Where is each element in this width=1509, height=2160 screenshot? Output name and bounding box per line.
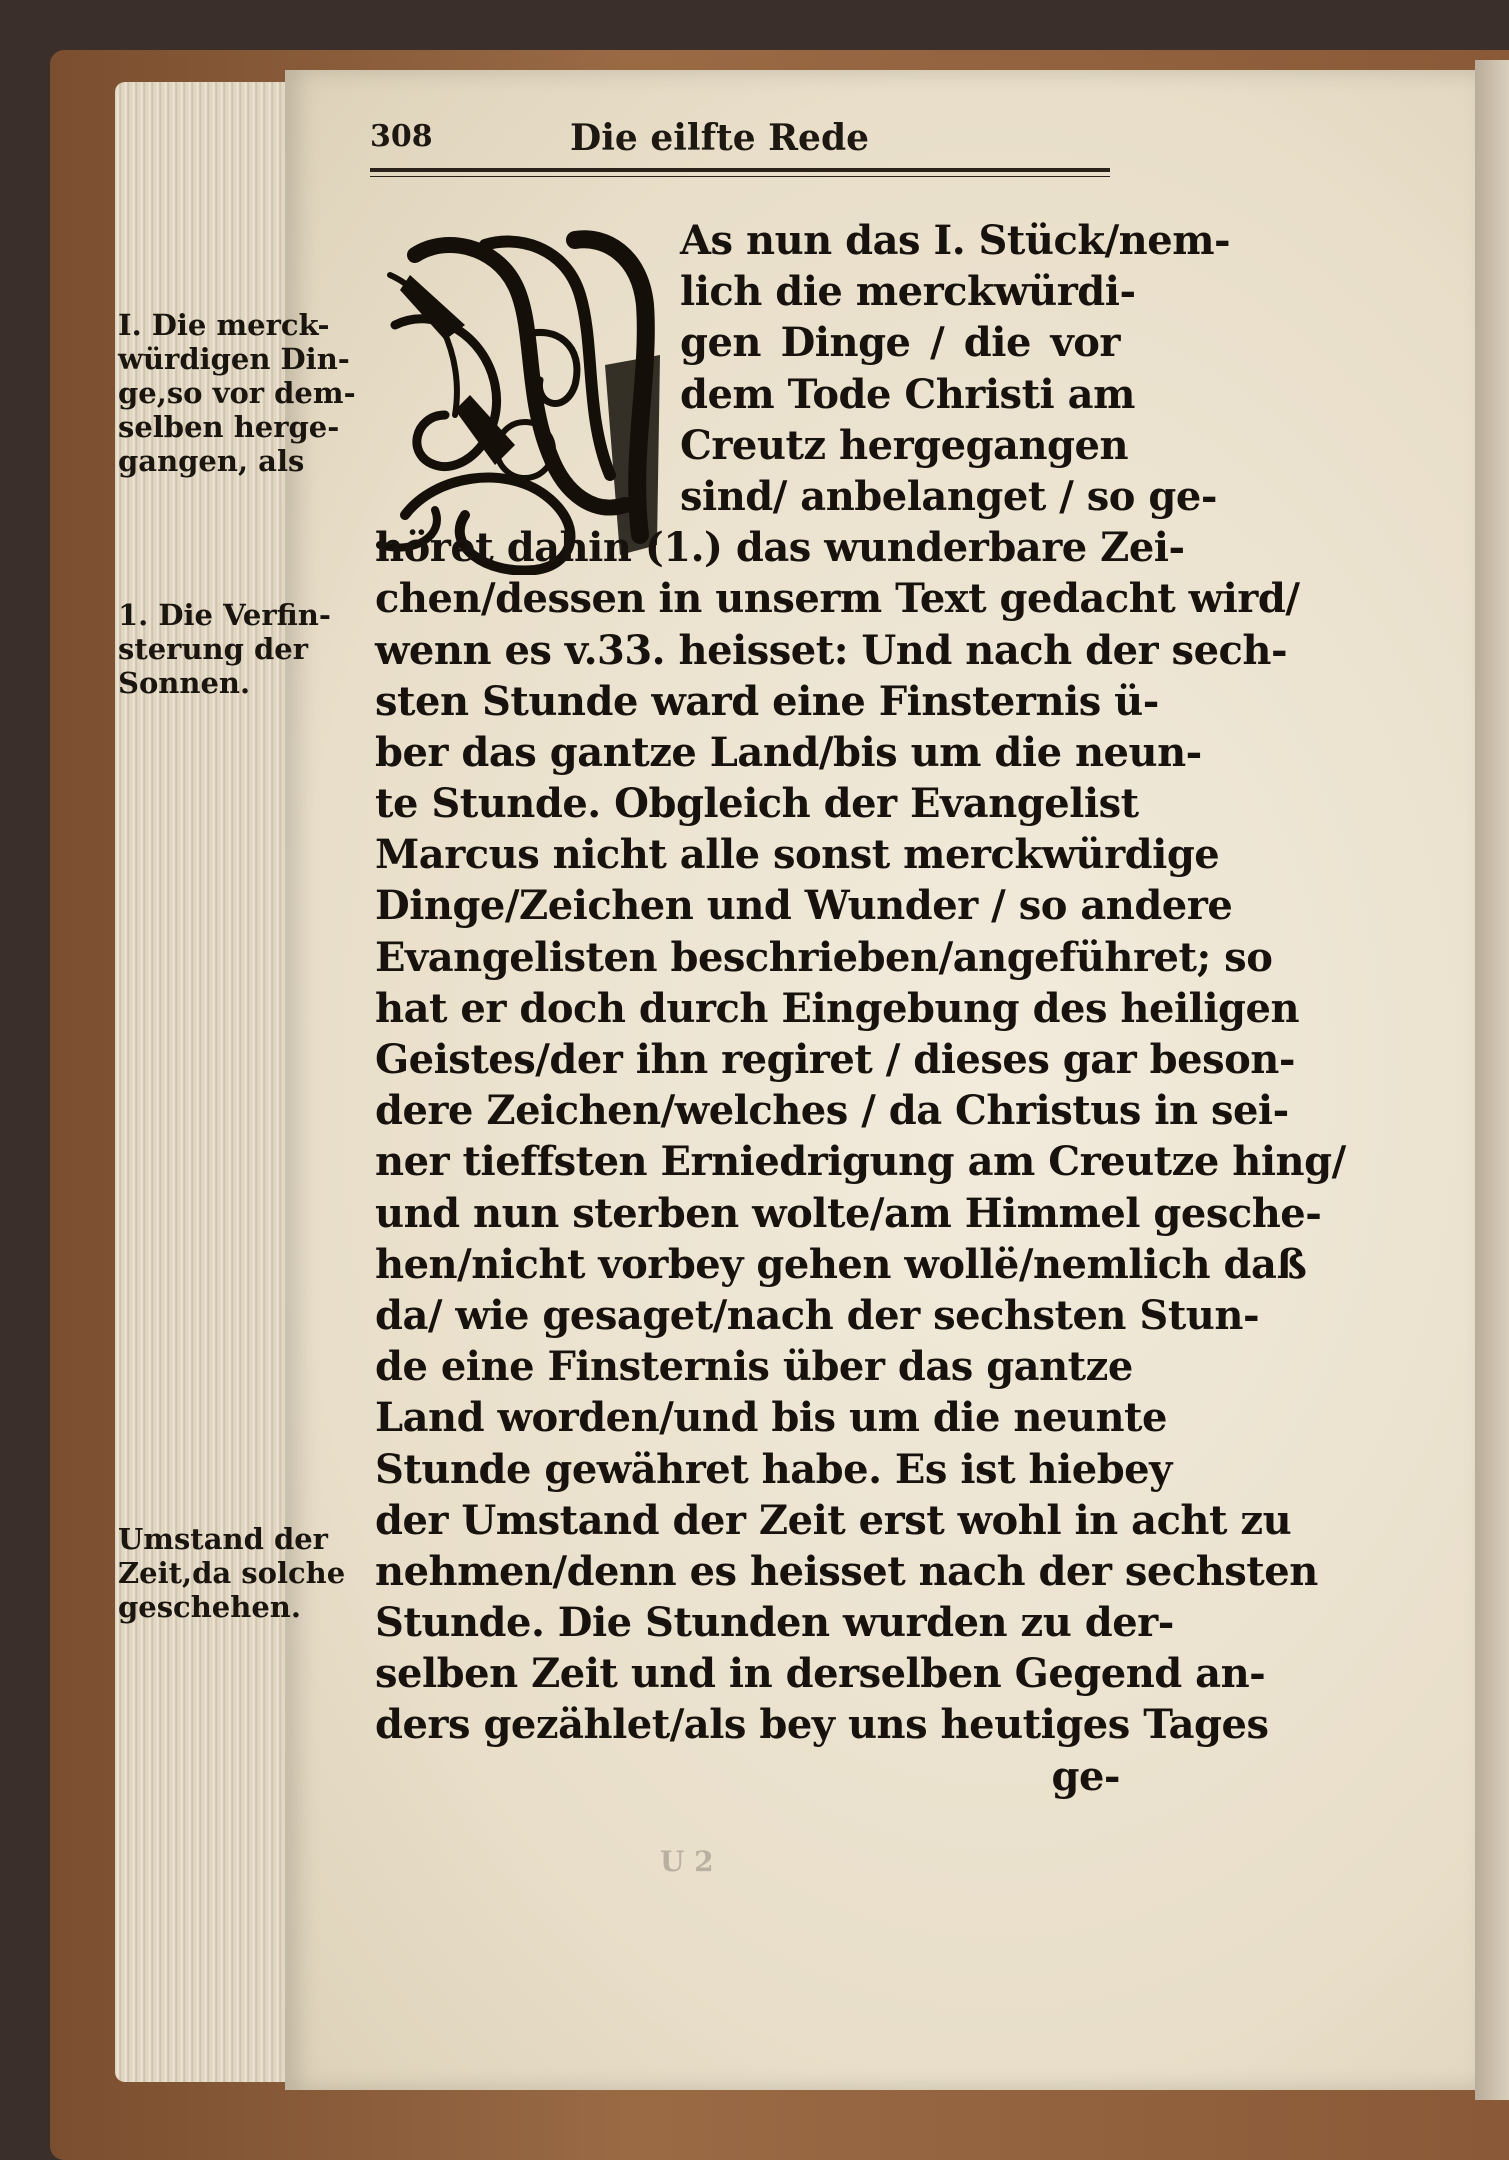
- text-line: Creutz hergegangen: [680, 421, 1129, 469]
- text-line: höret dahin (1.) das wunderbare Zei-: [375, 524, 1185, 572]
- text-line: Stunde. Die Stunden wurden zu der-: [375, 1599, 1174, 1647]
- text-line: de eine Finsternis über das gantze: [375, 1343, 1133, 1391]
- text-line: chen/dessen in unserm Text gedacht wird/: [375, 575, 1300, 623]
- text-line: nehmen/denn es heisset nach der sechsten: [375, 1547, 1318, 1595]
- header-rule-thin: [370, 176, 1110, 177]
- text-line: ders gezählet/als bey uns heutiges Tages: [375, 1701, 1269, 1749]
- text-line: Stunde gewähret habe. Es ist hiebey: [375, 1445, 1172, 1493]
- text-line: wenn es v.33. heisset: Und nach der sech-: [375, 626, 1288, 674]
- text-line: und nun sterben wolte/am Himmel gesche-: [375, 1189, 1322, 1237]
- running-title: Die eilfte Rede: [570, 117, 870, 159]
- header-rule: [370, 168, 1110, 172]
- text-line: Marcus nicht alle sonst merckwürdige: [375, 831, 1220, 879]
- text-line: sind/ anbelanget / so ge-: [680, 472, 1217, 520]
- text-line: dem Tode Christi am: [680, 370, 1135, 418]
- facing-page-edge: [1475, 60, 1509, 2100]
- margin-note-line: würdigen Din-: [118, 342, 350, 376]
- text-line: dere Zeichen/welches / da Christus in sei-: [375, 1087, 1289, 1135]
- margin-note-line: selben herge-: [118, 410, 340, 444]
- margin-note-line: Sonnen.: [118, 666, 251, 700]
- margin-note-3: [118, 1522, 358, 1624]
- margin-note-line: ge,so vor dem-: [118, 376, 356, 410]
- text-line: As nun das I. Stück/nem-: [680, 217, 1231, 264]
- text-line: hen/nicht vorbey gehen wollë/nemlich daß: [375, 1240, 1307, 1288]
- text-line: te Stunde. Obgleich der Evangelist: [375, 780, 1139, 828]
- margin-note-2: [118, 598, 358, 700]
- text-line: der Umstand der Zeit erst wohl in acht zu: [375, 1496, 1292, 1544]
- margin-note-line: 1. Die Verfin-: [118, 598, 331, 632]
- main-text: [375, 215, 1346, 1802]
- margin-note-line: sterung der: [118, 632, 309, 666]
- text-line: hat er doch durch Eingebung des heiligen: [375, 984, 1300, 1032]
- signature-mark: U 2: [660, 1845, 714, 1878]
- margin-note-line: Zeit,da solche: [118, 1556, 346, 1590]
- text-line: lich die merckwürdi-: [680, 268, 1136, 316]
- text-line: gen Dinge / die vor: [680, 319, 1120, 367]
- text-line: selben Zeit und in derselben Gegend an-: [375, 1650, 1266, 1698]
- margin-note-1: [118, 308, 358, 478]
- text-line: sten Stunde ward eine Finsternis ü-: [375, 677, 1159, 725]
- text-line: Land worden/und bis um die neunte: [375, 1394, 1167, 1442]
- text-line: Geistes/der ihn regiret / dieses gar beson-: [375, 1036, 1295, 1083]
- catchword: ge-: [1051, 1752, 1120, 1800]
- text-line: da/ wie gesaget/nach der sechsten Stun-: [375, 1291, 1260, 1339]
- margin-note-line: geschehen.: [118, 1590, 301, 1624]
- text-line: ner tieffsten Erniedrigung am Creutze hing/: [375, 1138, 1346, 1186]
- page-number: 308: [370, 119, 433, 154]
- margin-note-line: gangen, als: [118, 444, 305, 478]
- margin-note-line: I. Die merck-: [118, 308, 330, 342]
- text-line: Dinge/Zeichen und Wunder / so andere: [375, 882, 1233, 930]
- margin-note-line: Umstand der: [118, 1522, 328, 1556]
- text-line: Evangelisten beschrieben/angeführet; so: [375, 933, 1273, 981]
- page-header: [370, 95, 1110, 159]
- text-line: ber das gantze Land/bis um die neun-: [375, 728, 1202, 776]
